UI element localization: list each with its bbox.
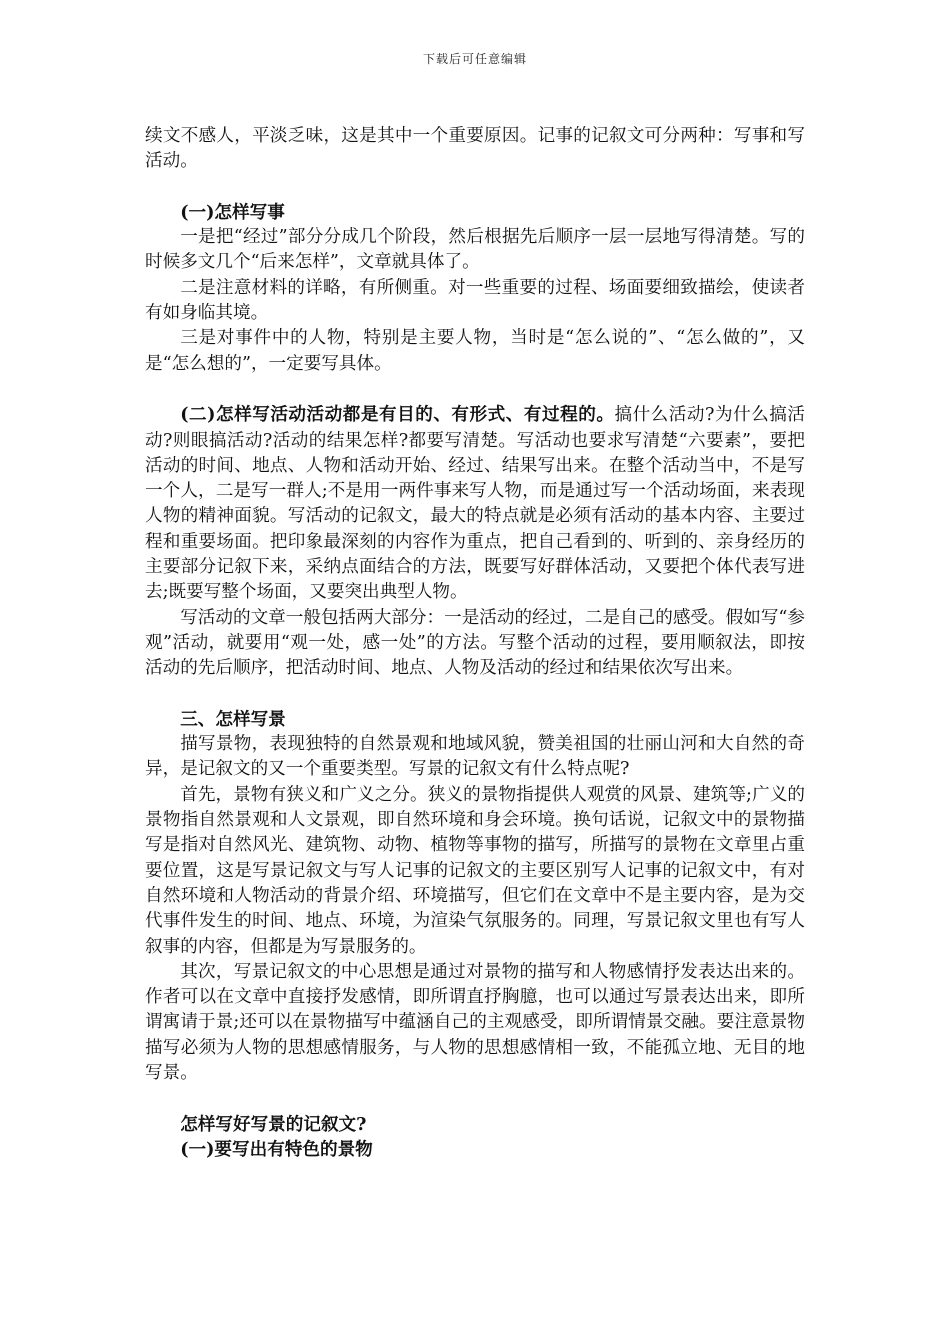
- paragraph-activity-1-text: 搞什么活动?为什么搞活动?则眼搞活动?活动的结果怎样?都要写清楚。写活动也要求写清楚“六要素”，要把活动的时间、地点、人物和活动开始、经过、结果写出来。在整个活动当中，不是写一个人，二是写一群人;不是用一两件事来写人物，而是通过写一个活动场面，来表现人物的精神面貌。写活动的记叙文，最大的特点就是必须有活动的基本内容、主要过程和重要场面。把印象最深刻的内容作为重点，把自己看到的、听到的、亲身经历的主要部分记叙下来，采纳点面结合的方法，既要写好群体活动，又要把个体代表写进去;既要写整个场面，又要突出典型人物。: [145, 405, 806, 603]
- paragraph-scene-1: 描写景物，表现独特的自然景观和地域风貌，赞美祖国的壮丽山河和大自然的奇异，是记叙文的又一个重要类型。写景的记叙文有什么特点呢?: [145, 734, 805, 780]
- heading-write-scene: 三、怎样写景: [180, 708, 286, 730]
- heading-write-activity: (二)怎样写活动活动都是有目的、有形式、有过程的。: [180, 404, 615, 426]
- paragraph-event-1: 一是把“经过”部分分成几个阶段，然后根据先后顺序一层一层地写得清楚。写的时候多文几个“后来怎样”，文章就具体了。: [145, 227, 805, 273]
- paragraph-activity-2: 写活动的文章一般包括两大部分：一是活动的经过，二是自己的感受。假如写“参观”活动，就要用“观一处，感一处”的方法。写整个活动的过程，要用顺叙法，即按活动的先后顺序，把活动时间、地点、人物及活动的经过和结果依次写出来。: [145, 607, 805, 679]
- spacer: [145, 1086, 805, 1111]
- paragraph-event-2: 二是注意材料的详略，有所侧重。对一些重要的过程、场面要细致描绘，使读者有如身临其境。: [145, 277, 805, 324]
- page-header: 下载后可任意编辑: [422, 52, 527, 66]
- spacer: [145, 682, 805, 707]
- paragraph-scene-3: 其次，写景记叙文的中心思想是通过对景物的描写和人物感情抒发表达出来的。作者可以在文章中直接抒发感情，即所谓直抒胸臆，也可以通过写景表达出来，即所谓寓请于景;还可以在景物描写中蕴涵自己的主观感受，即所谓情景交融。要注意景物描写必须为人物的思想感情服务，与人物的思想感情相一致，不能孤立地、无目的地写景。: [145, 961, 805, 1083]
- spacer: [145, 175, 805, 200]
- paragraph-activity-1: [145, 402, 805, 605]
- intro-paragraph: 续文不感人，平淡乏味，这是其中一个重要原因。记事的记叙文可分两种：写事和写活动。: [145, 126, 805, 172]
- document-body: [145, 124, 805, 1162]
- heading-good-scene: 怎样写好写景的记叙文?: [180, 1113, 367, 1135]
- spacer: [145, 377, 805, 402]
- heading-distinct-scenery: (一)要写出有特色的景物: [180, 1138, 373, 1160]
- heading-write-event: (一)怎样写事: [180, 201, 285, 223]
- paragraph-scene-2: 首先，景物有狭义和广义之分。狭义的景物指提供人观赏的风景、建筑等;广义的景物指自然景观和人文景观，即自然环境和身会环境。换句话说，记叙文中的景物描写是指对自然风光、建筑物、动物、植物等事物的描写，所描写的景物在文章里占重要位置，这是写景记叙文与写人记事的记叙文的主要区别写人记事的记叙文中，有对自然环境和人物活动的背景介绍、环境描写，但它们在文章中不是主要内容，是为交代事件发生的时间、地点、环境，为渲染气氛服务的。同理，写景记叙文里也有写人叙事的内容，但都是为写景服务的。: [145, 784, 805, 957]
- paragraph-event-3: 三是对事件中的人物，特别是主要人物，当时是“怎么说的”、“怎么做的”，又是“怎么想的”，一定要写具体。: [145, 328, 805, 374]
